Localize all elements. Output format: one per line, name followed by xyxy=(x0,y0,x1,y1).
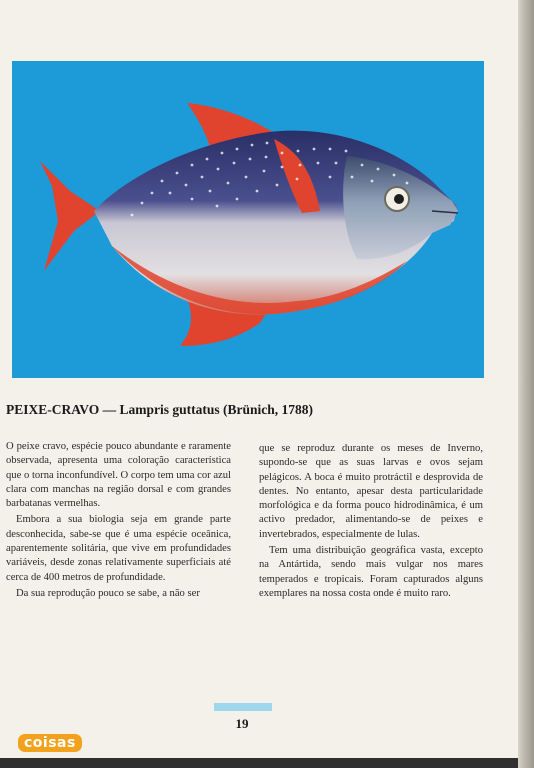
page-number: 19 xyxy=(235,716,249,731)
paragraph: O peixe cravo, espécie pouco abundante e raramente observada, apresenta uma coloração característica que o torna inconfundível. O corpo tem uma cor azul clara com manchas na região dorsal e com grandes barbatanas vermelhas. xyxy=(6,441,231,510)
fish-photo xyxy=(12,61,484,378)
heading-dash: — xyxy=(99,402,120,417)
scientific-name: Lampris guttatus (Brünich, 1788) xyxy=(119,402,314,417)
page-edge xyxy=(518,0,534,768)
paragraph: que se reproduz durante os meses de Inverno, supondo-se que as suas larvas e ovos sejam pelágicos. A boca é muito protráctil e desprovida de dentes. No entanto, apesar desta particularidade morfológica e da forma pouco hidrodinâmica, é um activo predador, alimentando-se de peixes e invertebrados, especialmente de lulas. xyxy=(259,443,483,540)
paragraph: Tem uma distribuição geográfica vasta, excepto na Antártida, sendo mais vulgar nos mares temperados e tropicais. Foram capturados alguns exemplares na nossa costa onde é muito raro. xyxy=(259,545,483,599)
paragraph: Embora a sua biologia seja em grande parte desconhecida, sabe-se que é uma espécie oceânica, aparentemente solitária, que vive em profundidades variáveis, desde zonas relativamente superficiais até cerca de 400 metros de profundidade. xyxy=(6,514,231,583)
page-tab-marker xyxy=(214,703,272,711)
paragraph: Da sua reprodução pouco se sabe, a não ser xyxy=(16,587,200,599)
common-name: PEIXE-CRAVO xyxy=(6,402,100,417)
fish-illustration xyxy=(12,61,484,378)
tail-fin xyxy=(40,161,100,271)
watermark-logo: coisas xyxy=(18,734,82,752)
species-heading xyxy=(6,402,313,418)
text-column-right xyxy=(259,442,483,603)
text-column-left xyxy=(6,440,231,603)
